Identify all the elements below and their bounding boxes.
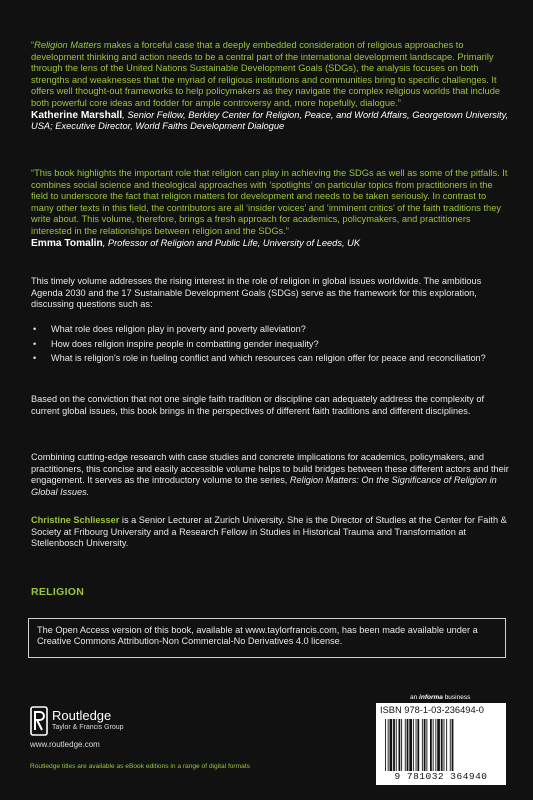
quote-2-text: “This book highlights the important role that religion can play in achieving the SDGs as well as some of the pitfalls. It combines social science and theological approaches with ‘spotlights’ on particular topics from practitioners in the field to underscore the fact that religion matters for development and needs to be taken seriously. In contrast to many other texts in this field, the contributors are all ‘insider voices’ and ‘imminent critics’ of the faith traditions they write about. This volume, therefore, brings a fresh approach for academics, policymakers, and practitioners interested in the relationships between religion and the SDGs.” <box>31 168 508 236</box>
question-item: • What is religion’s role in fueling conflict and which resources can religion offer for peace and reconciliation? <box>31 353 509 365</box>
barcode-bar <box>385 719 386 771</box>
endorsement-quote-2 <box>31 168 509 249</box>
routledge-mark-icon <box>30 706 48 736</box>
barcode-bar <box>393 719 395 771</box>
question-item: • What role does religion play in poverty and poverty alleviation? <box>31 324 509 336</box>
question-list <box>31 324 509 365</box>
open-access-notice: The Open Access version of this book, available at www.taylorfrancis.com, has been made available under a Creative Commons Attribution-Non Commercial-No Derivatives 4.0 license. <box>28 618 506 658</box>
barcode-bar <box>399 719 401 771</box>
quote-2-affiliation: , Professor of Religion and Public Life, University of Leeds, UK <box>102 237 361 248</box>
barcode-bar <box>416 719 417 771</box>
barcode-bar <box>388 719 389 771</box>
barcode-bar <box>413 719 414 771</box>
barcode-bar <box>444 719 445 771</box>
barcode-bar <box>435 719 436 771</box>
quote-2-author: Emma Tomalin <box>31 237 103 249</box>
barcode-bar <box>452 719 454 771</box>
barcode-bar <box>450 719 451 771</box>
conviction-paragraph: Based on the conviction that not one single faith tradition or discipline can adequately address the complexity of current global issues, this book brings in the perspectives of different faith traditions and different disciplines. <box>31 394 485 416</box>
isbn-barcode-panel <box>376 703 506 785</box>
barcode-bar <box>433 719 434 771</box>
series-title: Religion Matters: On the Significance of Religion in Global Issues. <box>31 475 497 497</box>
publisher-website[interactable]: www.routledge.com <box>30 740 100 749</box>
imprint-suffix: business <box>442 694 471 701</box>
author-name: Christine Schliesser <box>31 515 120 525</box>
barcode-bar <box>405 719 406 771</box>
series-paragraph-text: Combining cutting-edge research with case studies and concrete implications for academics, policymakers, and practitioners, this concise and easily accessible volume helps to build bridges between these different actors and their engagement. It serves as the introductory volume to the series, <box>31 452 509 486</box>
quote-1-author: Katherine Marshall <box>31 109 123 121</box>
barcode-bar <box>396 719 397 771</box>
routledge-logo <box>30 704 210 744</box>
question-list-block <box>31 324 509 368</box>
barcode-bar <box>426 719 427 771</box>
barcode-bar <box>430 719 432 771</box>
barcode-bar <box>424 719 426 771</box>
author-bio-text: is a Senior Lecturer at Zurich University. She is the Director of Studies at the Center for Faith & Society at Fribourg University and a Research Fellow in Studies in Historical Trauma and Transformation at Stellenbosch University. <box>31 515 507 549</box>
author-bio <box>31 515 509 550</box>
barcode-bar <box>407 719 409 771</box>
publisher-group: Taylor & Francis Group <box>52 724 124 731</box>
series-paragraph <box>31 452 509 498</box>
quote-1-attribution <box>31 110 509 133</box>
barcode-bar <box>437 719 440 771</box>
barcode-bar <box>417 719 419 771</box>
barcode-bar <box>401 719 402 771</box>
quote-2-attribution <box>31 238 509 250</box>
isbn-number: ISBN 978-1-03-236494-0 <box>380 705 484 715</box>
quote-1-text: “Religion Matters makes a forceful case that a deeply embedded consideration of religious approaches to development thinking and action needs to be a central part of the international development landscape. Primarily through the lens of the United Nations Sustainable Development Goals (SDGs), the analysis focuses on both strengths and weaknesses that the myriad of religious institutions and communities bring to specific challenges. It offers well thought-out frameworks to help policymakers as they navigate the complex religious worlds that include both powerful core ideas and fodder for ample controversy and, more hopefully, dialogue.” <box>31 40 501 108</box>
barcode-digits: 9 781032 364940 <box>394 771 488 782</box>
ebook-footer-note: Routledge titles are available as eBook editions in a range of digital formats <box>30 763 250 770</box>
barcode-bar <box>446 719 447 771</box>
barcode-icon <box>384 719 498 771</box>
question-item: • How does religion inspire people in combatting gender inequality? <box>31 339 509 351</box>
barcode-bar <box>409 719 412 771</box>
endorsement-quote-1 <box>31 40 509 133</box>
intro-paragraph: This timely volume addresses the rising interest in the role of religion in global issues worldwide. The ambitious Agenda 2030 and the 17 Sustainable Development Goals (SDGs) serve as the framework for this exploration, discussing questions such as: <box>31 276 482 310</box>
publisher-name: Routledge <box>52 708 112 723</box>
imprint-prefix: an <box>410 694 420 701</box>
subject-category: RELIGION <box>31 586 85 598</box>
quote-1-affiliation: , Senior Fellow, Berkley Center for Religion, Peace, and World Affairs, Georgetown University, USA; Executive Director, World Faiths Development Dialogue <box>31 109 509 132</box>
barcode-bar <box>390 719 393 771</box>
barcode-bar <box>441 719 443 771</box>
barcode-bar <box>422 719 423 771</box>
imprint-line <box>410 694 470 701</box>
imprint-brand: informa <box>419 694 443 701</box>
